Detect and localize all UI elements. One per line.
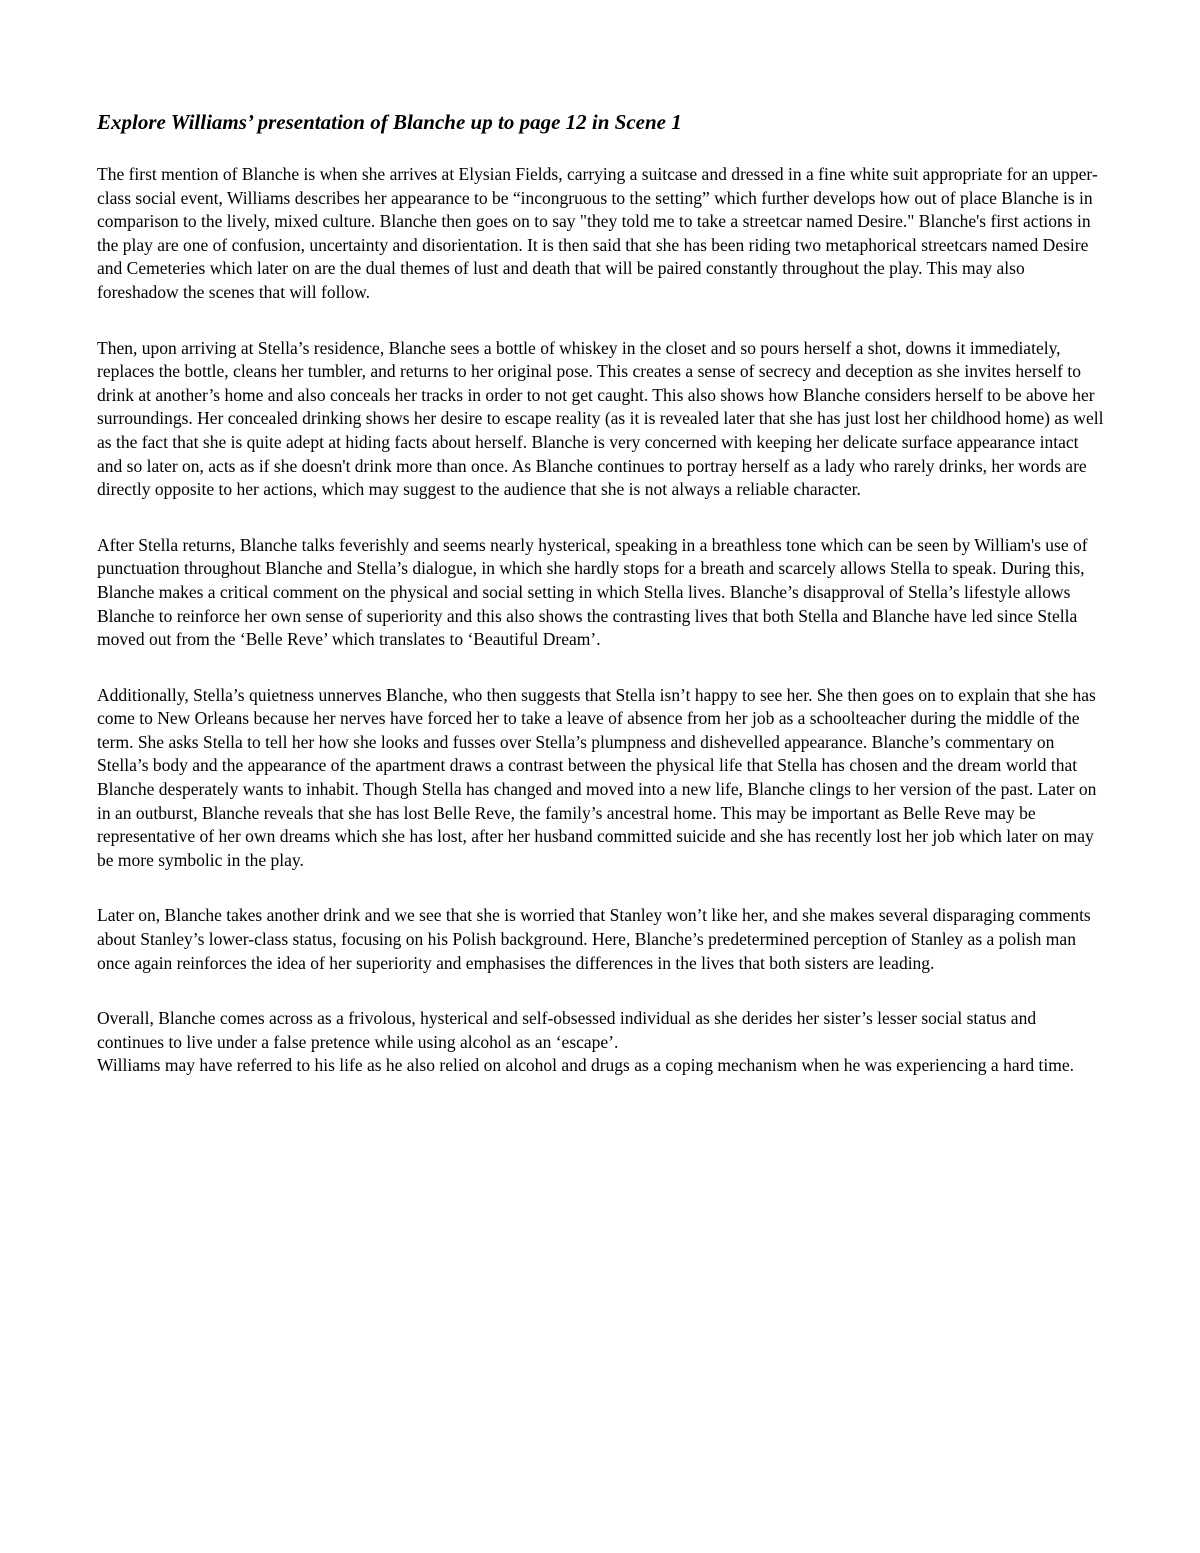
paragraph-5-text: Later on, Blanche takes another drink and we see that she is worried that Stanley won’t like her, and she makes several disparaging comments about Stanley’s lower-class status, focusing on his Polish background. Here, Blanche’s predetermined perception of Stanley as a polish man once again reinforces the idea of her superiority and emphasises the differences in the lives that both sisters are leading. (97, 905, 1091, 973)
essay-title: Explore Williams’ presentation of Blanche up to page 12 in Scene 1 (97, 110, 682, 134)
paragraph-6 (97, 1007, 1107, 1078)
paragraph-6-text-a: Overall, Blanche comes across as a frivolous, hysterical and self-obsessed individual as she derides her sister’s lesser social status and continues to live under a false pretence while using alcohol as an ‘escape’. (97, 1008, 1037, 1052)
paragraph-3-text: After Stella returns, Blanche talks feverishly and seems nearly hysterical, speaking in a breathless tone which can be seen by William's use of punctuation throughout Blanche and Stella’s dialogue, in which she hardly stops for a breath and scarcely allows Stella to speak. During this, Blanche makes a critical comment on the physical and social setting in which Stella lives. Blanche’s disapproval of Stella’s lifestyle allows Blanche to reinforce her own sense of superiority and this also shows the contrasting lives that both Stella and Blanche have led since Stella moved out from the ‘Belle Reve’ which translates to ‘Beautiful Dream’. (97, 534, 1088, 650)
paragraph-4-text: Additionally, Stella’s quietness unnerves Blanche, who then suggests that Stella isn’t happy to see her. She then goes on to explain that she has come to New Orleans because her nerves have forced her to take a leave of absence from her job as a schoolteacher during the middle of the term. She asks Stella to tell her how she looks and fusses over Stella’s plumpness and dishevelled appearance. Blanche’s commentary on Stella’s body and the appearance of the apartment draws a contrast between the physical life that Stella has chosen and the dream world that Blanche desperately wants to inhabit. Though Stella has changed and moved into a new life, Blanche clings to her version of the past. Later on in an outburst, Blanche reveals that she has lost Belle Reve, the family’s ancestral home. This may be important as Belle Reve may be representative of her own dreams which she has lost, after her husband committed suicide and she has recently lost her job which later on may be more symbolic in the play. (97, 684, 1097, 870)
paragraph-2 (97, 337, 1107, 502)
paragraph-3 (97, 534, 1107, 652)
paragraph-4 (97, 684, 1107, 873)
paragraph-6-text-b: Williams may have referred to his life as he also relied on alcohol and drugs as a coping mechanism when he was experiencing a hard time. (97, 1055, 1075, 1076)
paragraph-2-text: Then, upon arriving at Stella’s residence, Blanche sees a bottle of whiskey in the closet and so pours herself a shot, downs it immediately, replaces the bottle, cleans her tumbler, and returns to her original pose. This creates a sense of secrecy and deception as she invites herself to drink at another’s home and also conceals her tracks in order to not get caught. This also shows how Blanche considers herself to be above her surroundings. Her concealed drinking shows her desire to escape reality (as it is revealed later that she has just lost her childhood home) as well as the fact that she is quite adept at hiding facts about herself. Blanche is very concerned with keeping her delicate surface appearance intact and so later on, acts as if she doesn't drink more than once. As Blanche continues to portray herself as a lady who rarely drinks, her words are directly opposite to her actions, which may suggest to the audience that she is not always a reliable character. (97, 337, 1104, 500)
paragraph-5 (97, 904, 1107, 975)
paragraph-1 (97, 163, 1107, 305)
paragraph-1-text: The first mention of Blanche is when she arrives at Elysian Fields, carrying a suitcase and dressed in a fine white suit appropriate for an upper-class social event, Williams describes her appearance to be “incongruous to the setting” which further develops how out of place Blanche is in comparison to the lively, mixed culture. Blanche then goes on to say "they told me to take a streetcar named Desire." Blanche's first actions in the play are one of confusion, uncertainty and disorientation. It is then said that she has been riding two metaphorical streetcars named Desire and Cemeteries which later on are the dual themes of lust and death that will be paired constantly throughout the play. This may also foreshadow the scenes that will follow. (97, 164, 1098, 302)
document-page (97, 108, 1107, 1078)
